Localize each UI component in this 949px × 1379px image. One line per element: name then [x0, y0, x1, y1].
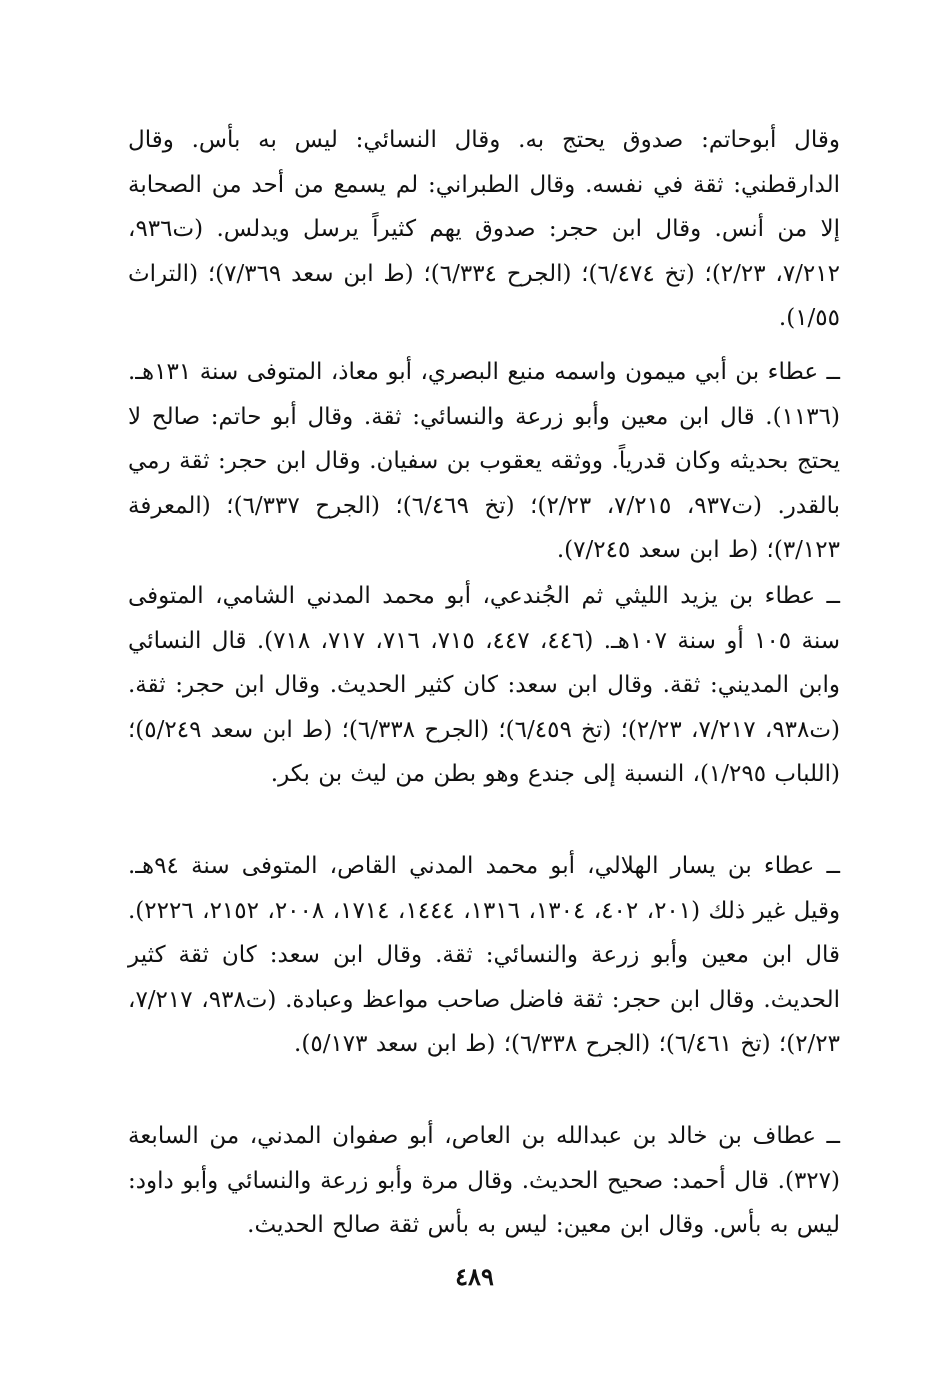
entry-paragraph: ــ عطاف بن خالد بن عبدالله بن العاص، أبو صفوان المدني، من السابعة (٣٢٧). قال أحمد: صحيح الحديث. وقال مرة وأبو زرعة والنسائي وأبو داود: ليس به بأس. وقال ابن معين: ليس به بأس ثقة صالح الحديث. [128, 1123, 840, 1238]
entry-paragraph: وقال أبوحاتم: صدوق يحتج به. وقال النسائي: ليس به بأس. وقال الدارقطني: ثقة في نفسه. وقال الطبراني: لم يسمع من أحد من الصحابة إلا من أنس. وقال ابن حجر: صدوق يهم كثيراً يرسل ويدلس. (ت٩٣٦، ٧/٢١٢، ٢/٢٣)؛ (تخ ٦/٤٧٤)؛ (الجرح ٦/٣٣٤)؛ (ط ابن سعد ٧/٣٦٩)؛ (التراث ١/٥٥). [128, 127, 840, 331]
entry-paragraph: ــ عطاء بن أبي ميمون واسمه منيع البصري، أبو معاذ، المتوفى سنة ١٣١هـ. (١١٣٦). قال ابن معين وأبو زرعة والنسائي: ثقة. وقال أبو حاتم: صالح لا يحتج بحديثه وكان قدرياً. ووثقه يعقوب بن سفيان. وقال ابن حجر: ثقة رمي بالقدر. (ت٩٣٧، ٧/٢١٥، ٢/٢٣)؛ (تخ ٦/٤٦٩)؛ (الجرح ٦/٣٣٧)؛ (المعرفة ٣/١٢٣)؛ (ط ابن سعد ٧/٢٤٥). [128, 359, 840, 563]
entry-paragraph: ــ عطاء بن يزيد الليثي ثم الجُندعي، أبو محمد المدني الشامي، المتوفى سنة ١٠٥ أو سنة ١٠٧هـ. (٤٤٦، ٤٤٧، ٧١٥، ٧١٦، ٧١٧، ٧١٨). قال النسائي وابن المديني: ثقة. وقال ابن سعد: كان كثير الحديث. وقال ابن حجر: ثقة. (ت٩٣٨، ٧/٢١٧، ٢/٢٣)؛ (تخ ٦/٤٥٩)؛ (الجرح ٦/٣٣٨)؛ (ط ابن سعد ٥/٢٤٩)؛ (اللباب ١/٢٩٥)، النسبة إلى جندع وهو بطن من ليث بن بكر. [128, 583, 841, 787]
page-number: ٤٨٩ [455, 1262, 494, 1291]
entry-paragraph: ــ عطاء بن يسار الهلالي، أبو محمد المدني القاص، المتوفى سنة ٩٤هـ. وقيل غير ذلك (٢٠١، ٤٠٢، ١٣٠٤، ١٣١٦، ١٤٤٤، ١٧١٤، ٢٠٠٨، ٢١٥٢، ٢٢٢٦). قال ابن معين وأبو زرعة والنسائي: ثقة. وقال ابن سعد: كان ثقة كثير الحديث. وقال ابن حجر: ثقة فاضل صاحب مواعظ وعبادة. (ت٩٣٨، ٧/٢١٧، ٢/٢٣)؛ (تخ ٦/٤٦١)؛ (الجرح ٦/٣٣٨)؛ (ط ابن سعد ٥/١٧٣). [128, 853, 841, 1057]
